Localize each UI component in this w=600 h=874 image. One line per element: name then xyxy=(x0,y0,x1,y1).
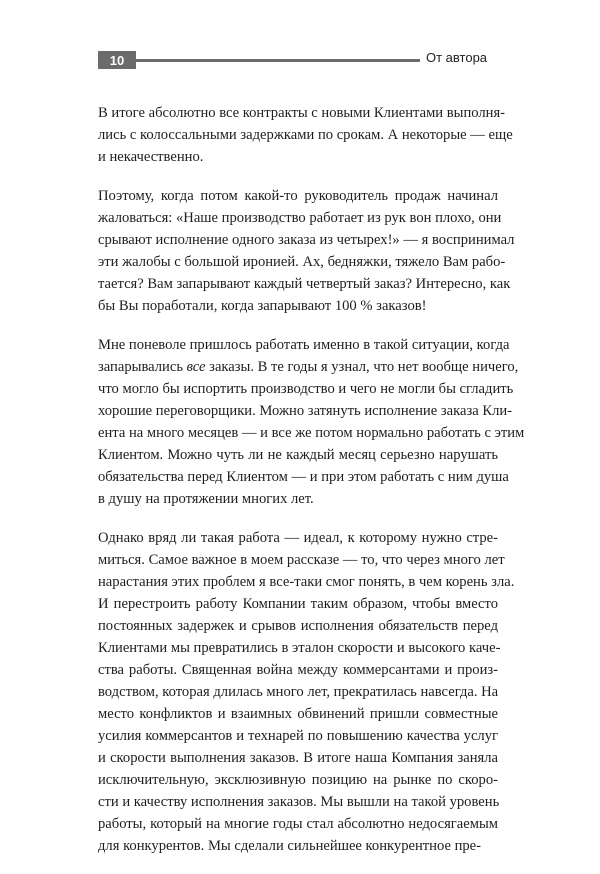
text-line: Мне поневоле пришлось работать именно в такой ситуации, когда xyxy=(98,337,510,353)
text-line: водством, которая длилась много лет, прекратилась навсегда. На xyxy=(98,684,499,700)
text-line: исключительную, эксклюзивную позицию на рынке по скоро- xyxy=(98,772,498,788)
paragraph xyxy=(98,527,515,857)
text-line: Однако вряд ли такая работа — идеал, к которому нужно стре- xyxy=(98,530,498,546)
text-line: работы, который на многие годы стал абсолютно недосягаемым xyxy=(98,816,498,832)
page-number: 10 xyxy=(98,51,136,69)
text-line: сти и качеству исполнения заказов. Мы вышли на такой уровень xyxy=(98,794,500,810)
text-line: ства работы. Священная война между коммерсантами и произ- xyxy=(98,662,498,678)
text-line: ента на много месяцев — и все же потом нормально работать с этим xyxy=(98,425,525,441)
text-line: нарастания этих проблем я все-таки смог понять, в чем корень зла. xyxy=(98,574,515,590)
text-line: миться. Самое важное в моем рассказе — то, что через много лет xyxy=(98,552,505,568)
text-line: срывают исполнение одного заказа из четырех!» — я воспринимал xyxy=(98,232,515,248)
text-line: Клиентом. Можно чуть ли не каждый месяц серьезно нарушать xyxy=(98,447,498,463)
text-line: лись с колоссальными задержками по срокам. А некоторые — еще xyxy=(98,127,513,143)
text-line: эти жалобы с большой иронией. Ах, бедняжки, тяжело Вам рабо- xyxy=(98,254,506,270)
paragraph xyxy=(98,185,515,317)
paragraph xyxy=(98,102,513,168)
text-line: для конкурентов. Мы сделали сильнейшее конкурентное пре- xyxy=(98,838,482,854)
text-line: хорошие переговорщики. Можно затянуть исполнение заказа Кли- xyxy=(98,403,513,419)
text-line: Клиентами мы превратились в эталон скорости и высокого каче- xyxy=(98,640,501,656)
text-line: тается? Вам запарывают каждый четвертый заказ? Интересно, как xyxy=(98,276,511,292)
text-line: обязательства перед Клиентом — и при этом работать с ним душа xyxy=(98,469,509,485)
emphasis: все xyxy=(186,359,206,375)
section-title: От автора xyxy=(426,50,488,65)
paragraph xyxy=(98,334,525,510)
text-line: что могло бы испортить производство и чего не могли бы сгладить xyxy=(98,381,514,397)
header-rule xyxy=(136,59,420,62)
text-line: и скорости выполнения заказов. В итоге наша Компания заняла xyxy=(98,750,498,766)
text-line: И перестроить работу Компании таким образом, чтобы вместо xyxy=(98,596,498,612)
body-text xyxy=(98,102,525,874)
text-line: В итоге абсолютно все контракты с новыми Клиентами выполня- xyxy=(98,105,506,121)
page-header xyxy=(0,0,600,80)
text-line: в душу на протяжении многих лет. xyxy=(98,491,314,507)
text-line: запарывались все заказы. В те годы я узнал, что нет вообще ничего, xyxy=(98,359,519,375)
text-line: Поэтому, когда потом какой-то руководитель продаж начинал xyxy=(98,188,498,204)
text-line: жаловаться: «Наше производство работает из рук вон плохо, они xyxy=(98,210,502,226)
text-line: место конфликтов и взаимных обвинений пришли совместные xyxy=(98,706,498,722)
text-line: постоянных задержек и срывов исполнения обязательств перед xyxy=(98,618,498,634)
text-line: и некачественно. xyxy=(98,149,204,165)
text-line: бы Вы поработали, когда запарывают 100 % заказов! xyxy=(98,298,427,314)
text-line: усилия коммерсантов и технарей по повышению качества услуг xyxy=(98,728,498,744)
